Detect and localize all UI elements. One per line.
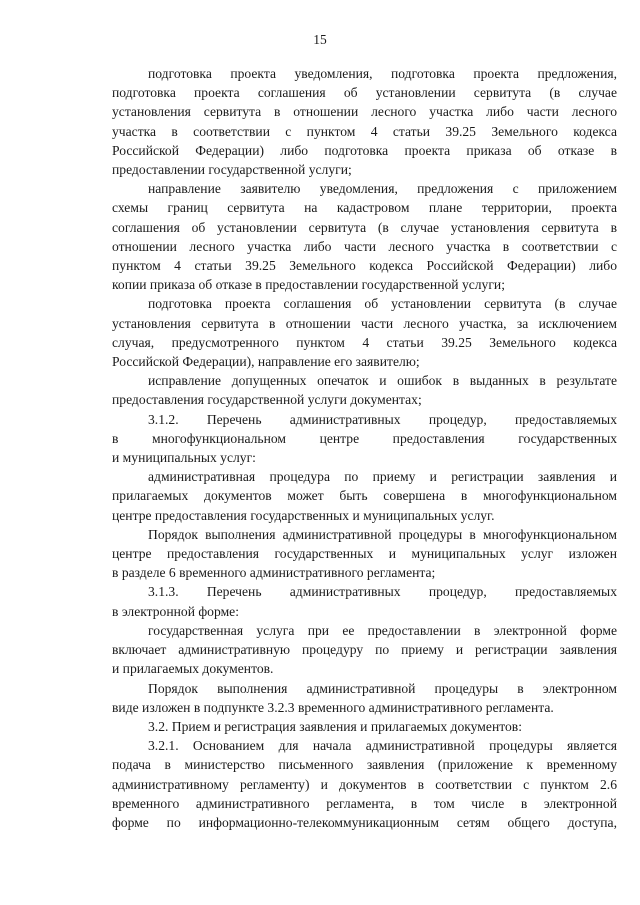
text-line: Российской Федерации), направление его заявителю; — [112, 354, 420, 370]
text-line: отношении лесного участка либо части лесного участка в соответствии с — [112, 238, 617, 254]
text-line: временного административного регламента, в том числе в электронной — [112, 795, 617, 811]
text-line: административная процедура по приему и регистрации заявления и — [148, 469, 617, 485]
text-line: предоставлении государственной услуги; — [112, 162, 352, 178]
text-line: исправление допущенных опечаток и ошибок в выданных в результате — [148, 373, 617, 389]
page-number: 15 — [313, 32, 327, 47]
text-line: пунктом 4 статьи 39.25 Земельного кодекса Российской Федерации) либо — [112, 258, 617, 274]
text-line: соглашения об установлении сервитута (в случае установления сервитута в — [112, 219, 617, 235]
text-line: государственная услуга при ее предоставлении в электронной форме — [148, 622, 617, 638]
text-line: подготовка проекта соглашения об установлении сервитута (в случае — [148, 296, 617, 312]
text-line: центре предоставления государственных и муниципальных услуг изложен — [112, 546, 617, 562]
text-line: административному регламенту) и документов в соответствии с пунктом 2.6 — [112, 776, 617, 792]
text-line: 3.2.1. Основанием для начала административной процедуры является — [148, 738, 617, 754]
text-line: копии приказа об отказе в предоставлении государственной услуги; — [112, 277, 505, 293]
text-line: установления сервитута в отношении части лесного участка, за исключением — [112, 315, 617, 331]
text-line: в электронной форме: — [112, 603, 239, 619]
text-line: прилагаемых документов может быть совершена в многофункциональном — [112, 488, 617, 504]
text-line: подготовка проекта уведомления, подготовка проекта предложения, — [148, 66, 617, 81]
text-line: 3.1.3. Перечень административных процедур, предоставляемых — [148, 584, 617, 600]
text-line: в многофункциональном центре предоставления государственных — [112, 430, 617, 446]
text-line: 3.2. Прием и регистрация заявления и прилагаемых документов: — [148, 718, 522, 734]
text-line: подготовка проекта соглашения об установлении сервитута (в случае — [112, 85, 617, 101]
text-line: в разделе 6 временного административного регламента; — [112, 565, 436, 581]
text-line: схемы границ сервитута на кадастровом плане территории, проекта — [112, 200, 617, 216]
text-line: включает административную процедуру по приему и регистрации заявления — [112, 642, 617, 658]
text-line: случая, предусмотренного пунктом 4 статьи 39.25 Земельного кодекса — [112, 334, 617, 350]
text-line: Российской Федерации) либо подготовка проекта приказа об отказе в — [112, 142, 617, 158]
text-line: подача в министерство письменного заявления (приложение к временному — [112, 757, 617, 773]
text-line: Порядок выполнения административной процедуры в электронном — [148, 680, 617, 696]
text-line: и прилагаемых документов. — [112, 661, 274, 677]
text-line: 3.1.2. Перечень административных процедур, предоставляемых — [148, 411, 617, 427]
text-line: и муниципальных услуг: — [112, 450, 256, 466]
text-line: направление заявителю уведомления, предложения с приложением — [148, 181, 617, 197]
text-line: центре предоставления государственных и муниципальных услуг. — [112, 507, 495, 523]
text-line: предоставления государственной услуги документах; — [112, 392, 422, 408]
text-line: Порядок выполнения административной процедуры в многофункциональном — [148, 526, 617, 542]
text-line: участка в соответствии с пунктом 4 статьи 39.25 Земельного кодекса — [112, 123, 617, 139]
text-line: форме по информационно-телекоммуникационным сетям общего доступа, — [112, 814, 617, 830]
document-body — [112, 64, 617, 832]
text-line: установления сервитута в отношении лесного участка либо части лесного — [112, 104, 617, 120]
text-line: виде изложен в подпункте 3.2.3 временного административного регламента. — [112, 699, 554, 715]
